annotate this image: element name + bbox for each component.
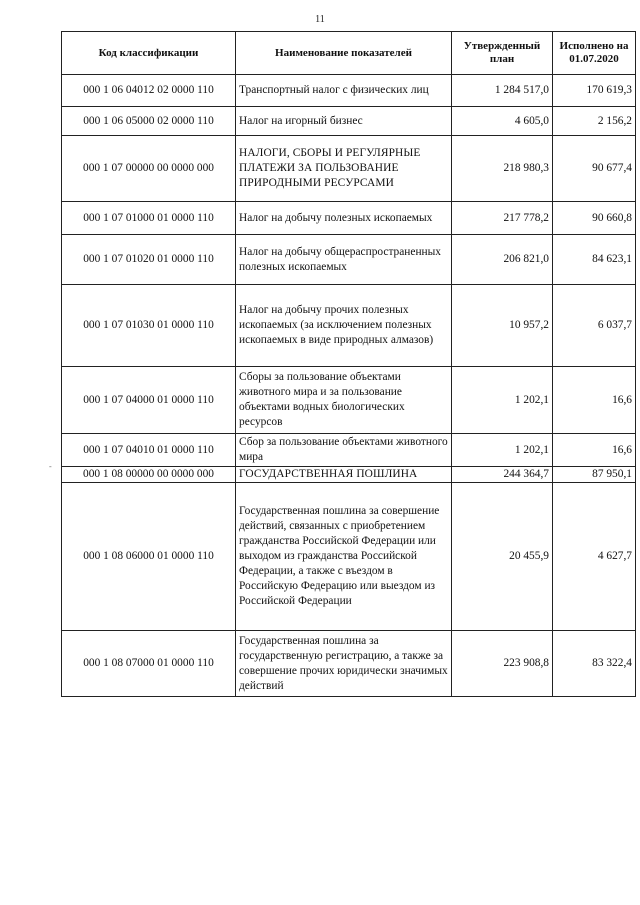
row-name: Сборы за пользование объектами животного мира и за пользование объектами водных биологических ресурсов	[236, 367, 452, 434]
header-done: Исполнено на 01.07.2020	[553, 32, 636, 75]
row-plan: 206 821,0	[452, 235, 553, 285]
table-row	[62, 202, 636, 235]
row-done: 90 677,4	[553, 136, 636, 202]
row-done: 16,6	[553, 367, 636, 434]
scan-artifact-mark: -	[49, 462, 52, 471]
header-name: Наименование показателей	[236, 32, 452, 75]
row-name: Государственная пошлина за совершение действий, связанных с приобретением гражданства Российской Федерации или выходом из гражданства Российской Федерации, а также с въездом в Российскую Федерацию или выездом из Российской Федерации	[236, 483, 452, 631]
row-done: 90 660,8	[553, 202, 636, 235]
table-row	[62, 434, 636, 467]
row-done: 4 627,7	[553, 483, 636, 631]
row-code: 000 1 07 04000 01 0000 110	[62, 367, 236, 434]
row-plan: 4 605,0	[452, 107, 553, 136]
table-row	[62, 107, 636, 136]
row-name: НАЛОГИ, СБОРЫ И РЕГУЛЯРНЫЕ ПЛАТЕЖИ ЗА ПОЛЬЗОВАНИЕ ПРИРОДНЫМИ РЕСУРСАМИ	[236, 136, 452, 202]
row-code: 000 1 06 05000 02 0000 110	[62, 107, 236, 136]
row-name: Налог на добычу полезных ископаемых	[236, 202, 452, 235]
table-row	[62, 483, 636, 631]
row-done: 83 322,4	[553, 631, 636, 697]
table-row	[62, 631, 636, 697]
row-code: 000 1 07 01030 01 0000 110	[62, 285, 236, 367]
row-name: Налог на добычу прочих полезных ископаемых (за исключением полезных ископаемых в виде природных алмазов)	[236, 285, 452, 367]
table-row	[62, 75, 636, 107]
row-name: Транспортный налог с физических лиц	[236, 75, 452, 107]
header-plan: Утвержденный план	[452, 32, 553, 75]
row-plan: 218 980,3	[452, 136, 553, 202]
row-done: 6 037,7	[553, 285, 636, 367]
row-done: 2 156,2	[553, 107, 636, 136]
row-done: 170 619,3	[553, 75, 636, 107]
row-code: 000 1 07 01000 01 0000 110	[62, 202, 236, 235]
row-plan: 20 455,9	[452, 483, 553, 631]
row-code: 000 1 07 01020 01 0000 110	[62, 235, 236, 285]
row-plan: 223 908,8	[452, 631, 553, 697]
row-plan: 1 202,1	[452, 434, 553, 467]
row-code: 000 1 08 06000 01 0000 110	[62, 483, 236, 631]
table-row	[62, 285, 636, 367]
row-code: 000 1 06 04012 02 0000 110	[62, 75, 236, 107]
table-row	[62, 367, 636, 434]
row-plan: 1 202,1	[452, 367, 553, 434]
table-row	[62, 467, 636, 483]
header-code: Код классификации	[62, 32, 236, 75]
row-plan: 10 957,2	[452, 285, 553, 367]
row-name: ГОСУДАРСТВЕННАЯ ПОШЛИНА	[236, 467, 452, 483]
row-name: Государственная пошлина за государственную регистрацию, а также за совершение прочих юридически значимых действий	[236, 631, 452, 697]
row-code: 000 1 08 07000 01 0000 110	[62, 631, 236, 697]
row-done: 84 623,1	[553, 235, 636, 285]
row-code: 000 1 07 04010 01 0000 110	[62, 434, 236, 467]
row-done: 87 950,1	[553, 467, 636, 483]
row-done: 16,6	[553, 434, 636, 467]
row-plan: 217 778,2	[452, 202, 553, 235]
budget-table	[61, 31, 636, 697]
row-name: Налог на игорный бизнес	[236, 107, 452, 136]
table-row	[62, 235, 636, 285]
table-header-row	[62, 32, 636, 75]
row-name: Налог на добычу общераспространенных полезных ископаемых	[236, 235, 452, 285]
row-plan: 1 284 517,0	[452, 75, 553, 107]
row-code: 000 1 08 00000 00 0000 000	[62, 467, 236, 483]
page-number: 11	[315, 14, 325, 25]
row-name: Сбор за пользование объектами животного мира	[236, 434, 452, 467]
row-plan: 244 364,7	[452, 467, 553, 483]
row-code: 000 1 07 00000 00 0000 000	[62, 136, 236, 202]
table-row	[62, 136, 636, 202]
